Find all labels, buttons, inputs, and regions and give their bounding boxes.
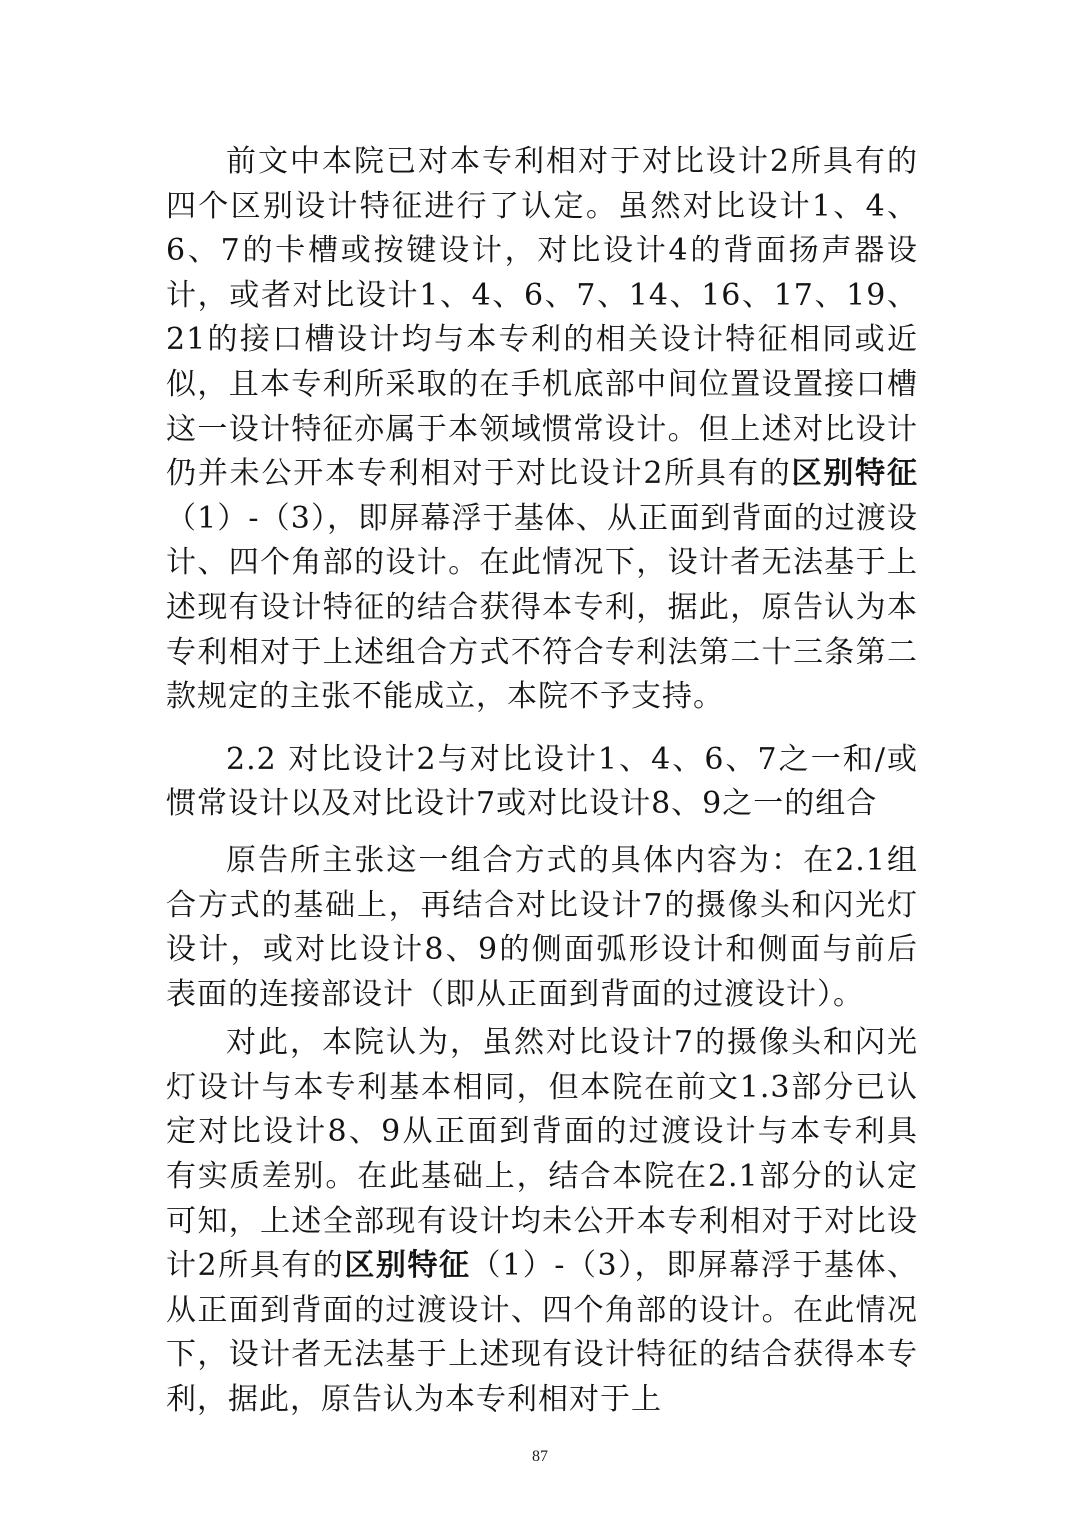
paragraph-1 [166, 140, 918, 720]
paragraph-4-emphasis: 区别特征 [344, 1248, 471, 1284]
page-number: 87 [532, 1448, 548, 1465]
paragraph-1-text-before: 前文中本院已对本专利相对于对比设计2所具有的四个区别设计特征进行了认定。虽然对比设计1、4、6、7的卡槽或按键设计，对比设计4的背面扬声器设计，或者对比设计1、4、6、7、14、16、17、19、21的接口槽设计均与本专利的相关设计特征相同或近似，且本专利所采取的在手机底部中间位置设置接口槽这一设计特征亦属于本领域惯常设计。但上述对比设计仍并未公开本专利相对于对比设计2所具有的 [166, 144, 918, 492]
document-body [166, 140, 918, 1423]
paragraph-4-text-before: 对此，本院认为，虽然对比设计7的摄像头和闪光灯设计与本专利基本相同，但本院在前文1.3部分已认定对比设计8、9从正面到背面的过渡设计与本专利具有实质差别。在此基础上，结合本院在2.1部分的认定可知，上述全部现有设计均未公开本专利相对于对比设计2所具有的 [166, 1025, 918, 1284]
paragraph-4 [166, 1021, 918, 1422]
section-heading-2-2: 2.2 对比设计2与对比设计1、4、6、7之一和/或惯常设计以及对比设计7或对比设计8、9之一的组合 [166, 741, 918, 822]
paragraph-1-text-after: （1）-（3），即屏幕浮于基体、从正面到背面的过渡设计、四个角部的设计。在此情况下，设计者无法基于上述现有设计特征的结合获得本专利，据此，原告认为本专利相对于上述组合方式不符合专利法第二十三条第二款规定的主张不能成立，本院不予支持。 [166, 500, 918, 715]
paragraph-3: 原告所主张这一组合方式的具体内容为：在2.1组合方式的基础上，再结合对比设计7的摄像头和闪光灯设计，或对比设计8、9的侧面弧形设计和侧面与前后表面的连接部设计（即从正面到背面的过渡设计）。 [166, 842, 918, 1012]
paragraph-4-text-after: （1）-（3），即屏幕浮于基体、从正面到背面的过渡设计、四个角部的设计。在此情况下，设计者无法基于上述现有设计特征的结合获得本专利，据此，原告认为本专利相对于上 [166, 1248, 919, 1418]
paragraph-1-emphasis: 区别特征 [791, 456, 918, 492]
